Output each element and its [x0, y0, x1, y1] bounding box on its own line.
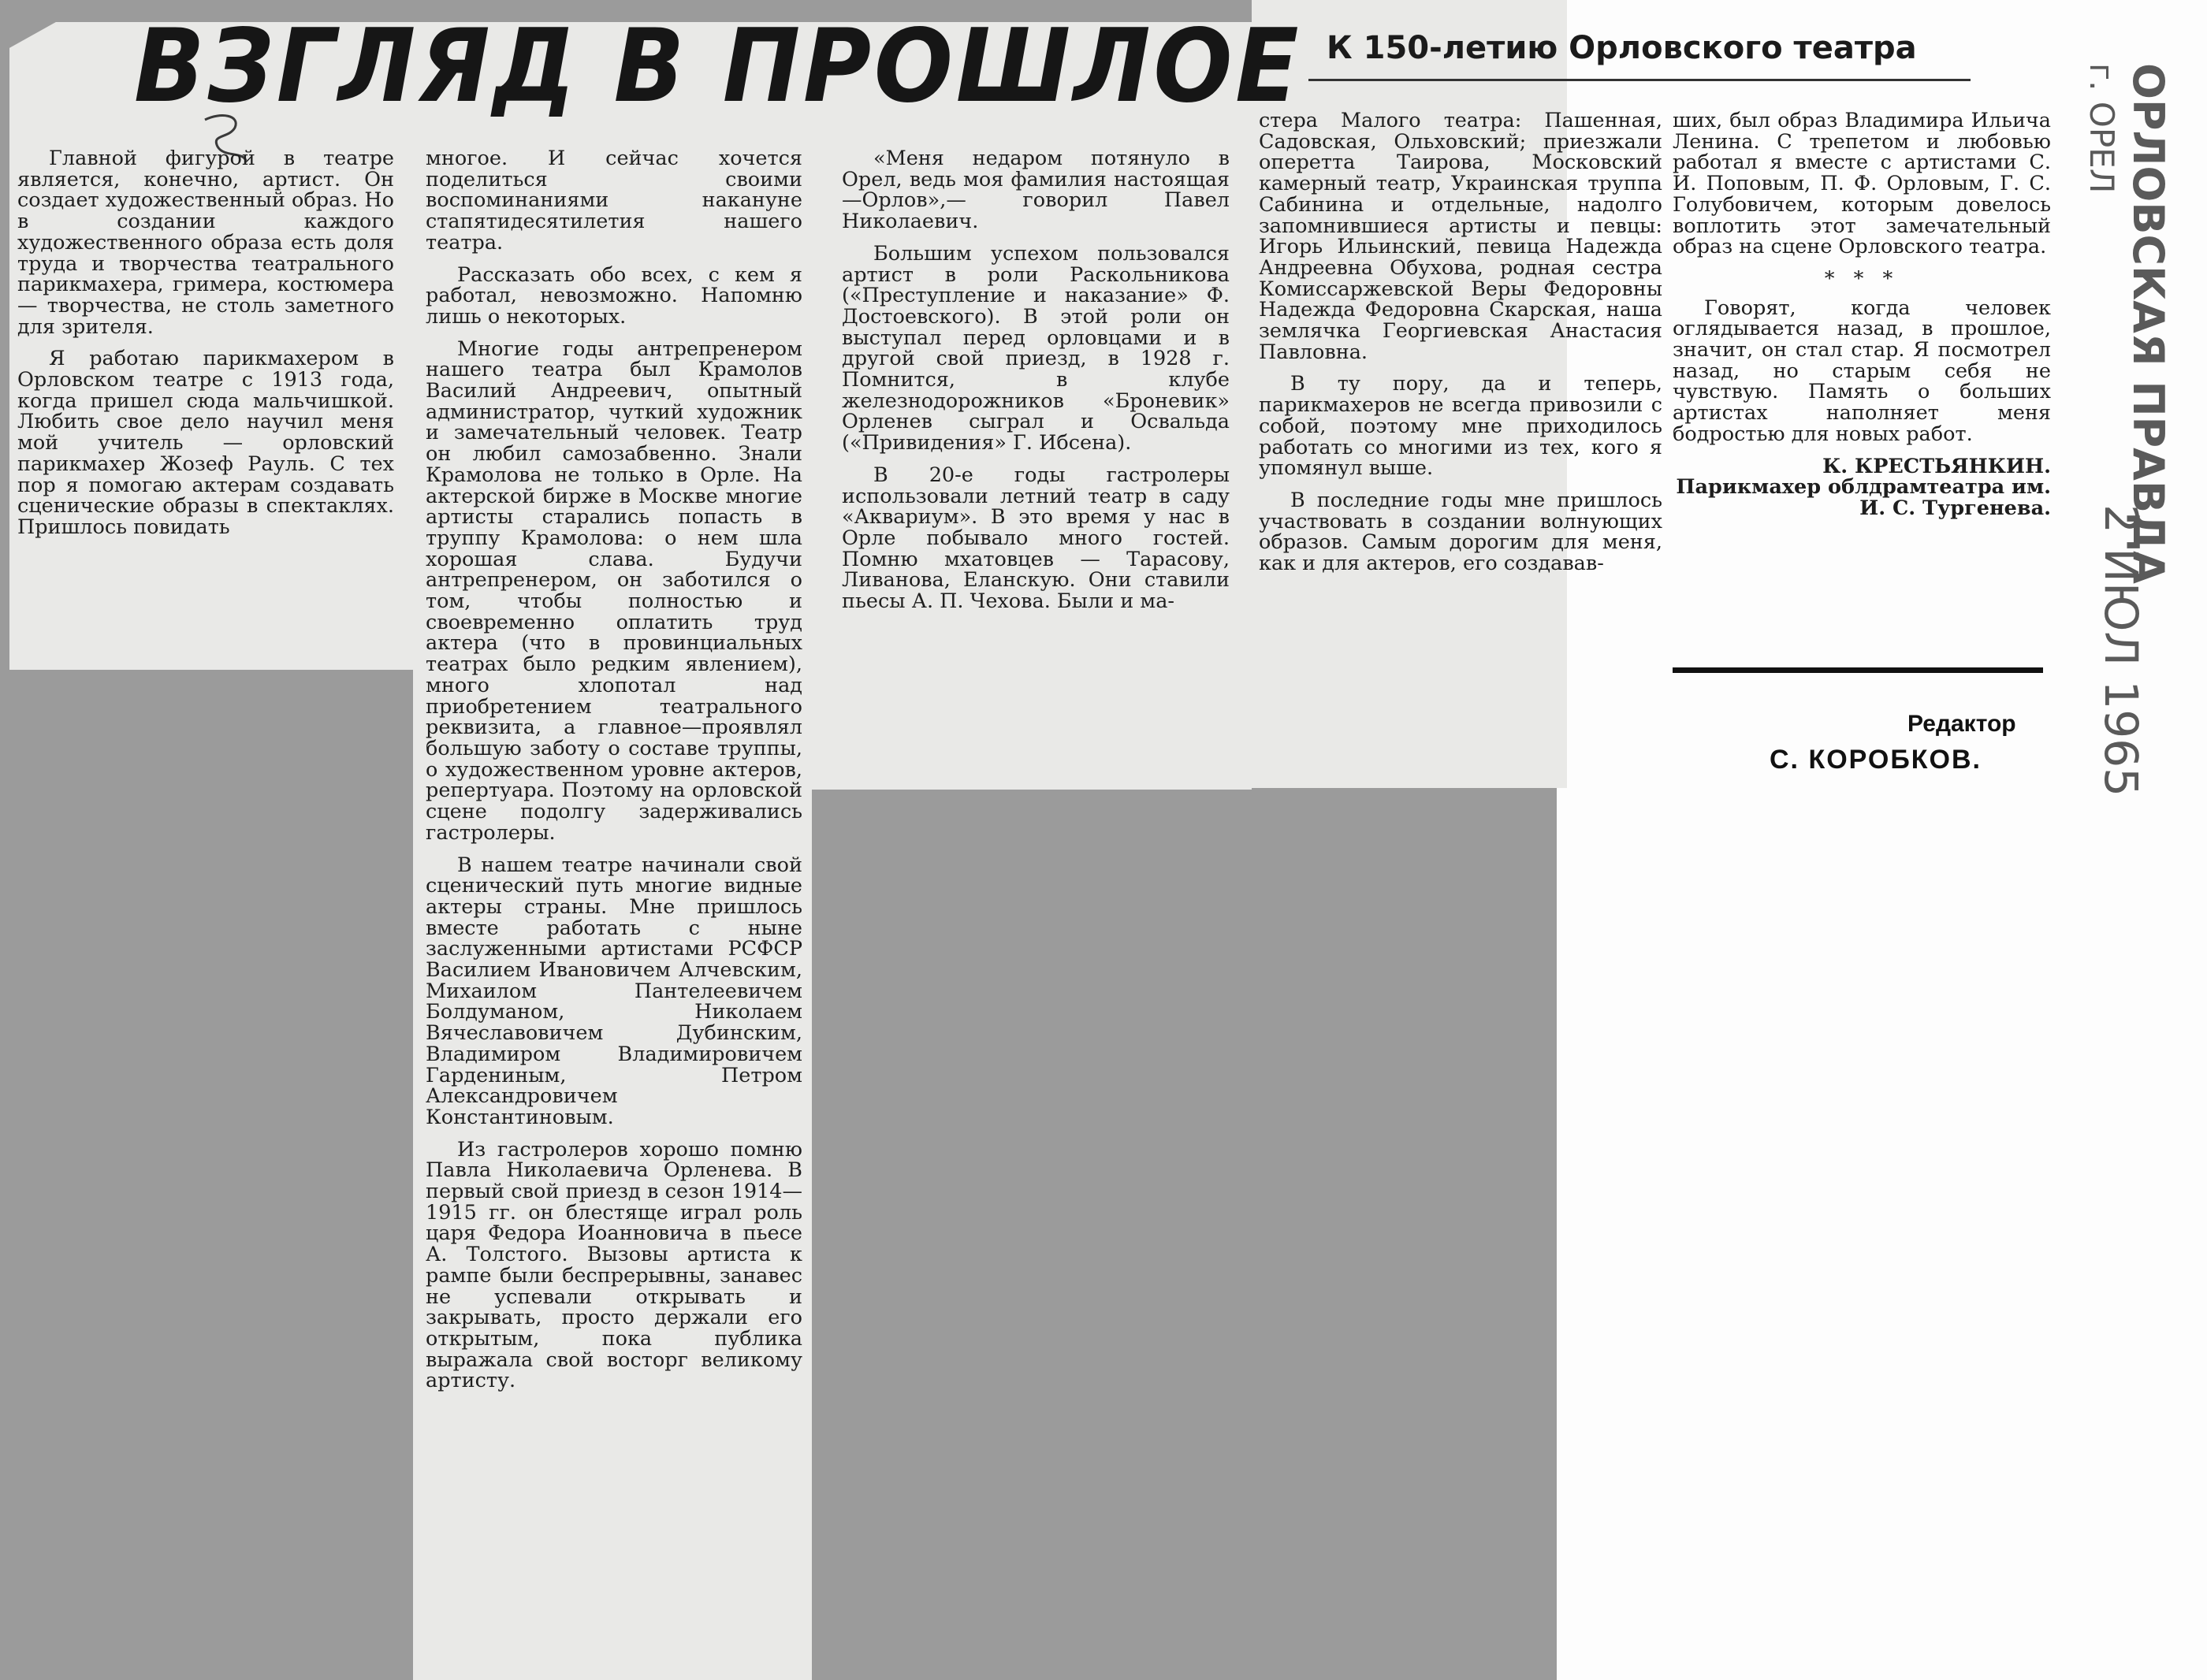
article-column-5: [1673, 110, 2051, 519]
paragraph: стера Малого театра: Пашенная, Садовская, Ольховский; приезжали оперетта Таирова, Московский камерный театр, Украинская труппа Сабинина и отдельные, надолго запомнившиеся артисты и певцы: Игорь Ильинский, певица Надежда Андреевна Обухова, родная сестра Комиссаржевской Веры Федоровны Надежда Федоровна Скарская, наша землячка Георгиевская Анастасия Павловна.: [1259, 109, 1662, 364]
paragraph: Из гастролеров хорошо помню Павла Николаевича Орленева. В первый свой приезд в сезон 1914—1915 гг. он блестяще играл роль царя Федора Иоанновича в пьесе А. Толстого. Вызовы артиста к рампе были беспрерывны, занавес не успевали открывать и закрывать, просто держали его открытым, пока публика выражала свой восторг великому артисту.: [426, 1137, 802, 1393]
stamp-date: 2 ИЮЛ 1965: [2094, 504, 2148, 797]
editor-name: С. КОРОБКОВ.: [1770, 745, 1982, 775]
rubric-underline: [1308, 79, 1971, 81]
rubric-title: К 150-летию Орловского театра: [1327, 30, 1917, 66]
stamp-newspaper-name: ОРЛОВСКАЯ ПРАВДА: [2123, 63, 2173, 584]
paragraph: многое. И сейчас хочется поделиться своими воспоминаниями накануне стапятидесятилетия нашего театра.: [426, 147, 802, 255]
paragraph: Многие годы антрепренером нашего театра был Крамолов Василий Андреевич, опытный администратор, чуткий художник и замечательный человек. Театр он любил самозабвенно. Знали Крамолова не только в Орле. На актерской бирже в Москве многие артисты старались попасть в труппу Крамолова: о нем шла хорошая слава. Будучи антрепренером, он заботился о том, чтобы полностью и своевременно оплатить труд актера (что в провинциальных театрах было редким явлением), много хлопотал над приобретением театрального реквизита, а главное—проявлял большую заботу о составе труппы, о художественном уровне актеров, репертуара. Поэтому на орловской сцене подолгу задерживались гастролеры.: [426, 336, 802, 845]
stamp-city: г. ОРЕЛ: [2082, 63, 2121, 194]
section-separator: * * *: [1824, 266, 1900, 291]
paragraph: Говорят, когда человек оглядывается назад, в прошлое, значит, он стал стар. Я посмотрел назад, но старым себя не чувствую. Память о больших артистах наполняет меня бодростью для новых работ.: [1673, 295, 2051, 446]
paragraph: Я работаю парикмахером в Орловском театре с 1913 года, когда пришел сюда мальчишкой. Любить свое дело научил меня мой учитель — орловский парикмахер Жозеф Рауль. С тех пор я помогаю актерам создавать сценические образы в спектаклях. Пришлось повидать: [17, 347, 394, 539]
paragraph: Рассказать обо всех, с кем я работал, невозможно. Напомню лишь о некоторых.: [426, 262, 802, 329]
article-column-3: [842, 148, 1230, 623]
article-headline: ВЗГЛЯД В ПРОШЛОЕ: [134, 8, 1302, 125]
paragraph: В последние годы мне пришлось участвовать в создании волнующих образов. Самым дорогим для меня, как и для актеров, его создавав-: [1259, 488, 1662, 576]
paragraph: В 20-е годы гастролеры использовали летний театр в саду «Аквариум». В это время у нас в Орле побывало много гостей. Помню мхатовцев — Тарасову, Ливанова, Еланскую. Они ставили пьесы А. П. Чехова. Были и ма-: [842, 463, 1230, 614]
paragraph: В нашем театре начинали свой сценический путь многие видные актеры страны. Мне пришлось вместе работать с ныне заслуженными артистами РСФСР Василием Ивановичем Алчевским, Михаилом Пантелеевичем Болдуманом, Николаем Вячеславовичем Дубинским, Владимиром Владимировичем Гардениным, Петром Александровичем Константиновым.: [426, 853, 802, 1129]
author-position: Парикмахер облдрамтеатра им. И. С. Тургенева.: [1676, 475, 2051, 520]
paragraph: «Меня недаром потянуло в Орел, ведь моя фамилия настоящая—Орлов»,— говорил Павел Николаевич.: [842, 147, 1230, 234]
article-column-4: [1259, 110, 1662, 585]
paragraph: В ту пору, да и теперь, парикмахеров не всегда привозили с собой, поэтому мне приходилось работать со многими из тех, кого я упомянул выше.: [1259, 372, 1662, 481]
author-signature: К. КРЕСТЬЯНКИН.: [1822, 454, 2051, 478]
article-column-1: [17, 148, 394, 549]
newspaper-date-stamp: [2053, 63, 2173, 797]
paragraph: ших, был образ Владимира Ильича Ленина. С трепетом и любовью работал я вместе с артистами С. И. Поповым, П. Ф. Орловым, Г. С. Голубовичем, которым довелось воплотить этот замечательный образ на сцене Орловского театра.: [1673, 109, 2051, 259]
article-column-2: [426, 148, 802, 1403]
editor-rule: [1673, 667, 2043, 673]
editor-label: Редактор: [1907, 711, 2016, 737]
paragraph: Большим успехом пользовался артист в роли Раскольникова («Преступление и наказание» Ф. Достоевского). В этой роли он выступал перед орловцами и в другой свой приезд, в 1928 г. Помнится, в клубе железнодорожников «Броневик» Орленев сыграл и Освальда («Привидения» Г. Ибсена).: [842, 241, 1230, 455]
paragraph: Главной фигурой в театре является, конечно, артист. Он создает художественный образ. Но в создании каждого художественного образа есть доля труда и творчества театрального парикмахера, гримера, костюмера — творчества, не столь заметного для зрителя.: [17, 147, 394, 339]
